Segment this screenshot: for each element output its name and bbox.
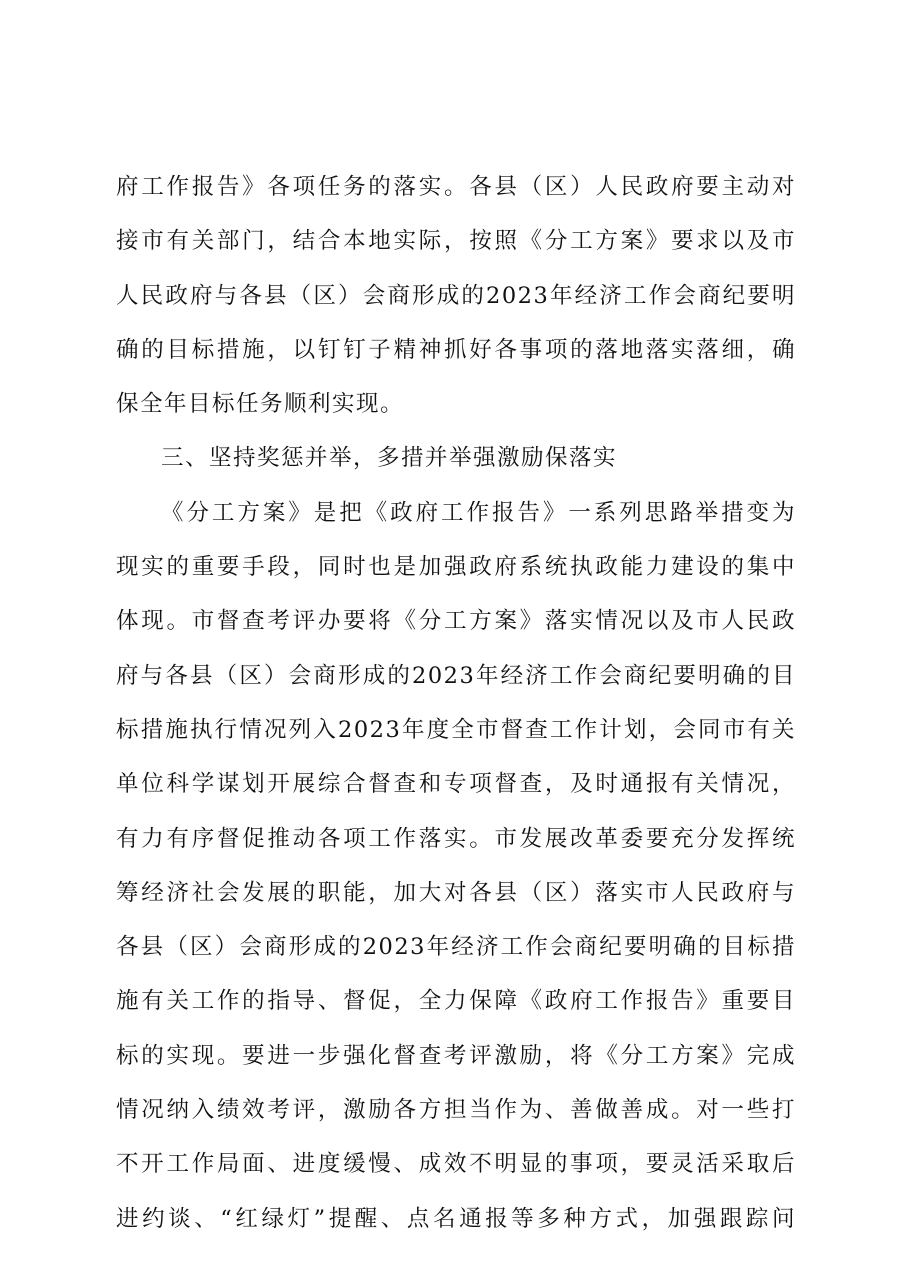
text-line: 进约谈、“红绿灯”提醒、点名通报等多种方式，加强跟踪问 [116, 1205, 796, 1232]
text-line: 人民政府与各县（区）会商形成的2023年经济工作会商纪要明 [116, 282, 796, 309]
text-line: 标措施执行情况列入2023年度全市督查工作计划，会同市有关 [116, 716, 796, 743]
text-line: 府与各县（区）会商形成的2023年经济工作会商纪要明确的目 [116, 662, 796, 689]
text-line: 标的实现。要进一步强化督查考评激励，将《分工方案》完成 [116, 1042, 796, 1069]
text-line: 三、坚持奖惩并举，多措并举强激励保落实 [161, 445, 618, 472]
text-line: 保全年目标任务顺利实现。 [116, 391, 405, 418]
text-line: 情况纳入绩效考评，激励各方担当作为、善做善成。对一些打 [116, 1097, 796, 1124]
text-line: 不开工作局面、进度缓慢、成效不明显的事项，要灵活采取后 [116, 1151, 796, 1178]
text-line: 《分工方案》是把《政府工作报告》一系列思路举措变为 [161, 499, 796, 526]
paragraph-1 [116, 160, 796, 431]
text-line: 筹经济社会发展的职能，加大对各县（区）落实市人民政府与 [116, 879, 796, 906]
text-line: 府工作报告》各项任务的落实。各县（区）人民政府要主动对 [116, 174, 796, 200]
text-line: 现实的重要手段，同时也是加强政府系统执政能力建设的集中 [116, 554, 796, 581]
text-line: 体现。市督查考评办要将《分工方案》落实情况以及市人民政 [116, 608, 796, 635]
text-line: 单位科学谋划开展综合督查和专项督查，及时通报有关情况， [116, 771, 796, 798]
text-line: 各县（区）会商形成的2023年经济工作会商纪要明确的目标措 [116, 934, 796, 961]
document-body [116, 160, 796, 1246]
section-heading [116, 431, 796, 485]
paragraph-3 [116, 486, 796, 1246]
text-line: 接市有关部门，结合本地实际，按照《分工方案》要求以及市 [116, 228, 796, 255]
text-line: 确的目标措施，以钉钉子精神抓好各事项的落地落实落细，确 [116, 336, 796, 363]
text-line: 有力有序督促推动各项工作落实。市发展改革委要充分发挥统 [116, 825, 796, 852]
text-line: 施有关工作的指导、督促，全力保障《政府工作报告》重要目 [116, 988, 796, 1015]
